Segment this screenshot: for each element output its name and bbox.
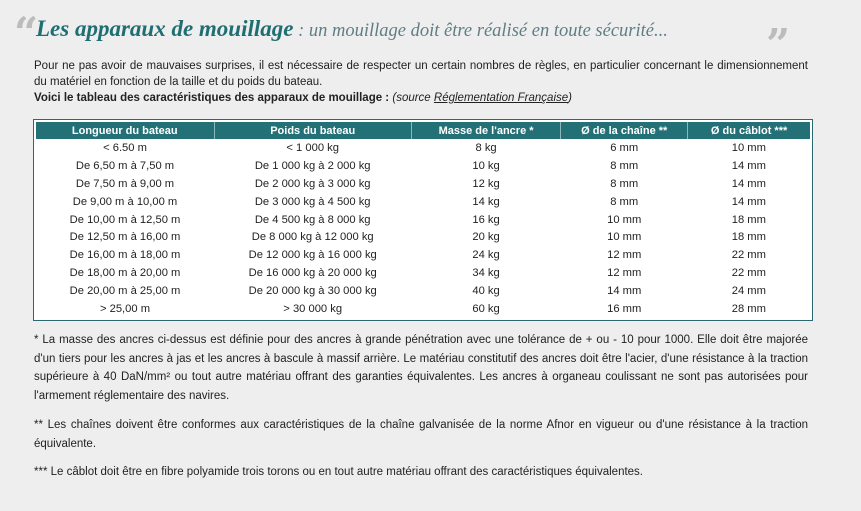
cell-boat-length: De 16,00 m à 18,00 m (69, 249, 181, 262)
anchoring-table-container (33, 119, 813, 321)
page-subtitle: un mouillage doit être réalisé en toute sécurité... (308, 21, 668, 41)
source-prefix: (source (392, 92, 434, 104)
cell-boat-weight: > 30 000 kg (283, 302, 343, 315)
header-boat-weight: Poids du bateau (214, 122, 411, 139)
cell-boat-weight: De 4 500 kg à 8 000 kg (254, 213, 371, 226)
cell-chain-diameter: 16 mm (607, 302, 642, 315)
table-body (36, 139, 810, 318)
page-heading (14, 8, 794, 69)
cell-anchor-mass: 34 kg (472, 267, 500, 280)
cell-anchor-mass: 16 kg (472, 213, 500, 226)
title-separator: : (293, 21, 309, 41)
cell-boat-length: De 20,00 m à 25,00 m (69, 285, 181, 298)
cell-rope-diameter: 18 mm (731, 231, 766, 244)
close-quote-icon: ” (766, 20, 791, 69)
cell-boat-length: < 6.50 m (103, 141, 147, 154)
source-link[interactable]: Réglementation Française (433, 92, 569, 104)
header-anchor-mass: Masse de l'ancre * (411, 122, 560, 139)
title-line (36, 16, 668, 42)
footnote-rope: *** Le câblot doit être en fibre polyamide trois torons ou en tout autre matériau offrant des caractéristiques équivalentes. (34, 466, 644, 479)
table-row (36, 264, 810, 282)
table-row (36, 228, 810, 246)
cell-rope-diameter: 28 mm (731, 302, 766, 315)
cell-boat-weight: De 1 000 kg à 2 000 kg (254, 159, 371, 172)
cell-anchor-mass: 20 kg (472, 231, 500, 244)
cell-chain-diameter: 8 mm (610, 177, 639, 190)
cell-rope-diameter: 24 mm (731, 285, 766, 298)
intro-paragraph: Pour ne pas avoir de mauvaises surprises, il est nécessaire de respecter un certain nombres de règles, en particulier concernant le dimensionnement du matériel en fonction de la taille et du poids du bateau. (34, 60, 808, 88)
cell-anchor-mass: 40 kg (472, 285, 500, 298)
cell-boat-weight: De 16 000 kg à 20 000 kg (248, 267, 377, 280)
table-row (36, 282, 810, 300)
cell-rope-diameter: 22 mm (731, 249, 766, 262)
cell-rope-diameter: 14 mm (731, 195, 766, 208)
header-rope-diameter: Ø du câblot *** (688, 122, 810, 139)
cell-rope-diameter: 14 mm (731, 177, 766, 190)
cell-boat-weight: < 1 000 kg (286, 141, 339, 154)
cell-boat-length: De 6,50 m à 7,50 m (75, 159, 175, 172)
source-suffix: ) (568, 92, 572, 104)
cell-boat-length: De 12,50 m à 16,00 m (69, 231, 181, 244)
cell-chain-diameter: 14 mm (607, 285, 642, 298)
cell-chain-diameter: 8 mm (610, 195, 639, 208)
cell-boat-length: De 10,00 m à 12,50 m (69, 213, 181, 226)
cell-chain-diameter: 10 mm (607, 231, 642, 244)
cell-boat-weight: De 8 000 kg à 12 000 kg (251, 231, 374, 244)
table-row (36, 175, 810, 193)
cell-boat-length: De 9,00 m à 10,00 m (72, 195, 178, 208)
cell-boat-length: De 18,00 m à 20,00 m (69, 267, 181, 280)
cell-anchor-mass: 8 kg (475, 141, 497, 154)
cell-anchor-mass: 14 kg (472, 195, 500, 208)
cell-rope-diameter: 10 mm (731, 141, 766, 154)
cell-boat-weight: De 12 000 kg à 16 000 kg (248, 249, 377, 262)
cell-anchor-mass: 10 kg (472, 159, 500, 172)
header-boat-length: Longueur du bateau (36, 122, 214, 139)
table-intro-line (34, 90, 808, 106)
footnote-anchor: * La masse des ancres ci-dessus est définie pour des ancres à grande pénétration avec une tolérance de + ou - 10 pour 1000. Elle doit être majorée d'un tiers pour les ancres à jas et les ancres à bascule à massif arrière. Le matériau constitutif des ancres doit être l'acier, d'une résistance à la traction supérieure à 40 DaN/mm² ou tout autre matériau offrant des garanties équivalentes. Les ancres à organeau coulissant ne sont pas autorisées pour l'armement réglementaire des navires. (34, 334, 808, 403)
table-row (36, 211, 810, 229)
anchoring-table (36, 122, 810, 318)
table-row (36, 139, 810, 157)
cell-chain-diameter: 6 mm (610, 141, 639, 154)
table-row (36, 300, 810, 318)
cell-anchor-mass: 60 kg (472, 302, 500, 315)
cell-boat-weight: De 20 000 kg à 30 000 kg (248, 285, 377, 298)
cell-boat-length: > 25,00 m (99, 302, 151, 315)
open-quote-icon: “ (14, 8, 39, 57)
source-note (392, 92, 572, 104)
cell-chain-diameter: 12 mm (607, 267, 642, 280)
page-title: Les apparaux de mouillage (36, 16, 294, 41)
cell-rope-diameter: 22 mm (731, 267, 766, 280)
cell-boat-weight: De 2 000 kg à 3 000 kg (254, 177, 371, 190)
table-row (36, 157, 810, 175)
intro-block (34, 58, 808, 106)
cell-rope-diameter: 14 mm (731, 159, 766, 172)
cell-rope-diameter: 18 mm (731, 213, 766, 226)
table-header-row (36, 122, 810, 139)
cell-boat-length: De 7,50 m à 9,00 m (75, 177, 175, 190)
footnotes (34, 331, 808, 492)
cell-anchor-mass: 24 kg (472, 249, 500, 262)
table-row (36, 193, 810, 211)
header-chain-diameter: Ø de la chaîne ** (561, 122, 688, 139)
cell-chain-diameter: 12 mm (607, 249, 642, 262)
table-intro-text: Voici le tableau des caractéristiques des apparaux de mouillage : (34, 92, 390, 104)
footnote-chain: ** Les chaînes doivent être conformes aux caractéristiques de la chaîne galvanisée de la norme Afnor en vigueur ou d'une résistance à la traction équivalente. (34, 418, 808, 450)
cell-anchor-mass: 12 kg (472, 177, 500, 190)
cell-chain-diameter: 10 mm (607, 213, 642, 226)
cell-chain-diameter: 8 mm (610, 159, 639, 172)
cell-boat-weight: De 3 000 kg à 4 500 kg (254, 195, 371, 208)
table-row (36, 246, 810, 264)
